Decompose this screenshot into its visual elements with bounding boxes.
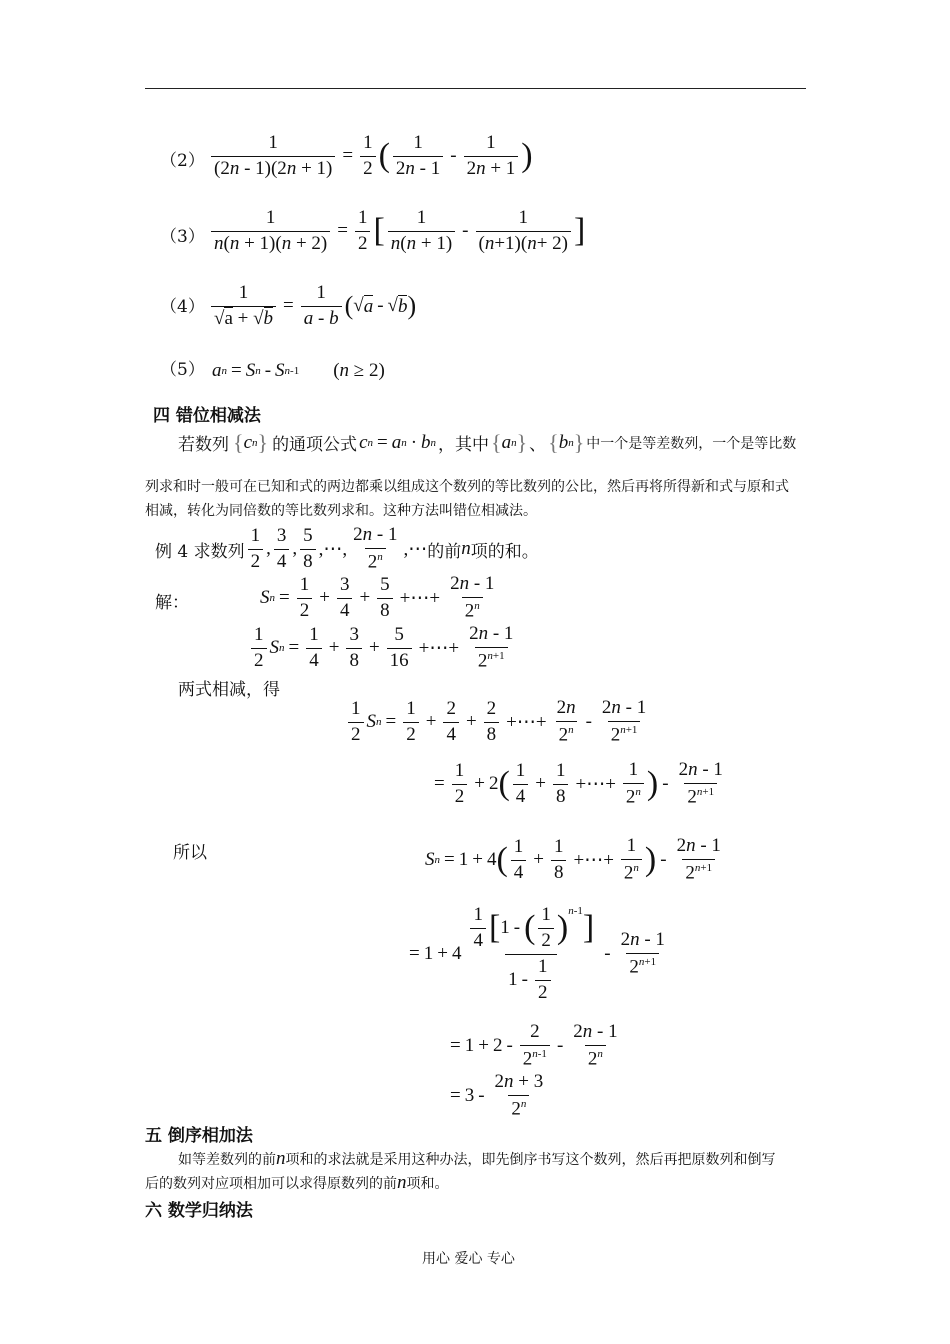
equation-so-3: = 1 + 2 - $\frac{2}{2^{n-1}}$ - $\frac{2n - 1}{2^n}$	[450, 1021, 618, 1070]
formula-label-5: （5）	[160, 360, 205, 380]
equation-so-2: = 1 + 4 $\frac{1}{4}$ [ 1 - ( $\frac{1}{2}$ ) $^{n -1}$ ] 1 - $\frac{1}{2}$ - $\frac{2n - 1}{2^{n+1}}$	[409, 904, 665, 1003]
equation-diff-1: $\frac{1}{2}$ S n = $\frac{1}{2}$ + $\frac{2}{4}$ + $\frac{2}{8}$ +⋯+ $\frac{2n}{2^n}$ - $\frac{2n - 1}{2^{n+1}}$	[345, 698, 652, 746]
section-title-6: 六 数学归纳法	[145, 1201, 253, 1221]
equation-sn: S n = $\frac{1}{2}$ + $\frac{3}{4}$ + $\frac{5}{8}$ +⋯+ $\frac{2n - 1}{2^n}$	[260, 573, 495, 622]
formula-label-3: （3）	[160, 227, 205, 247]
paragraph-4-line3: 相减，转化为同倍数的等比数列求和。这种方法叫错位相减法。	[145, 503, 537, 519]
subtract-text: 两式相减，得	[178, 680, 280, 700]
example-4: 例 4 求数列 $\frac{1}{2}$ , $\frac{3}{4}$ , $\frac{5}{8}$ ,⋯, $\frac{2n - 1}{2^n}$ ,⋯ 的前 n 项的和。	[155, 524, 539, 573]
equation-so-1: S n = 1 + 4 ( $\frac{1}{4}$ + $\frac{1}{8}$ +⋯+ $\frac{1}{2^n}$ ) - $\frac{2n - 1}{2^{n+1}}$	[425, 835, 721, 884]
section-title-5: 五 倒序相加法	[145, 1126, 253, 1146]
header-rule	[145, 88, 806, 89]
paragraph-4-line2: 列求和时一般可在已知和式的两边都乘以组成这个数列的等比数列的公比，然后再将所得新和式与原和式	[145, 479, 789, 495]
formula-label-2: （2）	[160, 151, 205, 171]
solution-label: 解：	[155, 593, 189, 613]
formula-5: a n = S n - S n-1 (n ≥ 2)	[212, 360, 385, 381]
paragraph-5-line1: 如等差数列的前 n 项和的求法就是采用这种办法，即先倒序书写这个数列，然后再把原数列和倒写	[178, 1148, 776, 1169]
formula-3: $\frac{1}{n(n + 1)(n + 2)}$ = $\frac{1}{2}$ [ $\frac{1}{n(n + 1)}$ - $\frac{1}{(n+1)(n+ 2)}$ ]	[208, 208, 585, 255]
formula-4: $\frac{1}{√a + √b}$ = $\frac{1}{a - b}$ ( √ a - √ b )	[208, 283, 416, 330]
equation-half-sn: $\frac{1}{2}$ S n = $\frac{1}{4}$ + $\frac{3}{8}$ + $\frac{5}{16}$ +⋯+ $\frac{2n - 1}{2^{n+1}}$	[248, 624, 519, 672]
page-footer: 用心 爱心 专心	[422, 1251, 515, 1267]
equation-diff-2: = $\frac{1}{2}$ + 2 ( $\frac{1}{4}$ + $\frac{1}{8}$ +⋯+ $\frac{1}{2^n}$ ) - $\frac{2n - 1}{2^{n+1}}$	[434, 759, 723, 808]
formula-label-4: （4）	[160, 297, 205, 317]
paragraph-5-line2: 后的数列对应项相加可以求得原数列的前 n 项和。	[145, 1172, 449, 1193]
paragraph-4-line1: 若数列 { c n } 的通项公式 c n = a n · b n ，其中 { a n } 、 { b n } 中一个是等差数列，一个是等比数	[178, 429, 797, 455]
equation-so-4: = 3 - $\frac{2n + 3}{2^n}$	[450, 1071, 544, 1120]
formula-2: $\frac{1}{(2n - 1)(2n + 1)}$ = $\frac{1}{2}$ ( $\frac{1}{2n - 1}$ - $\frac{1}{2n + 1}$ )	[208, 133, 533, 180]
so-label: 所以	[173, 843, 207, 863]
section-title-4: 四 错位相减法	[153, 406, 261, 426]
